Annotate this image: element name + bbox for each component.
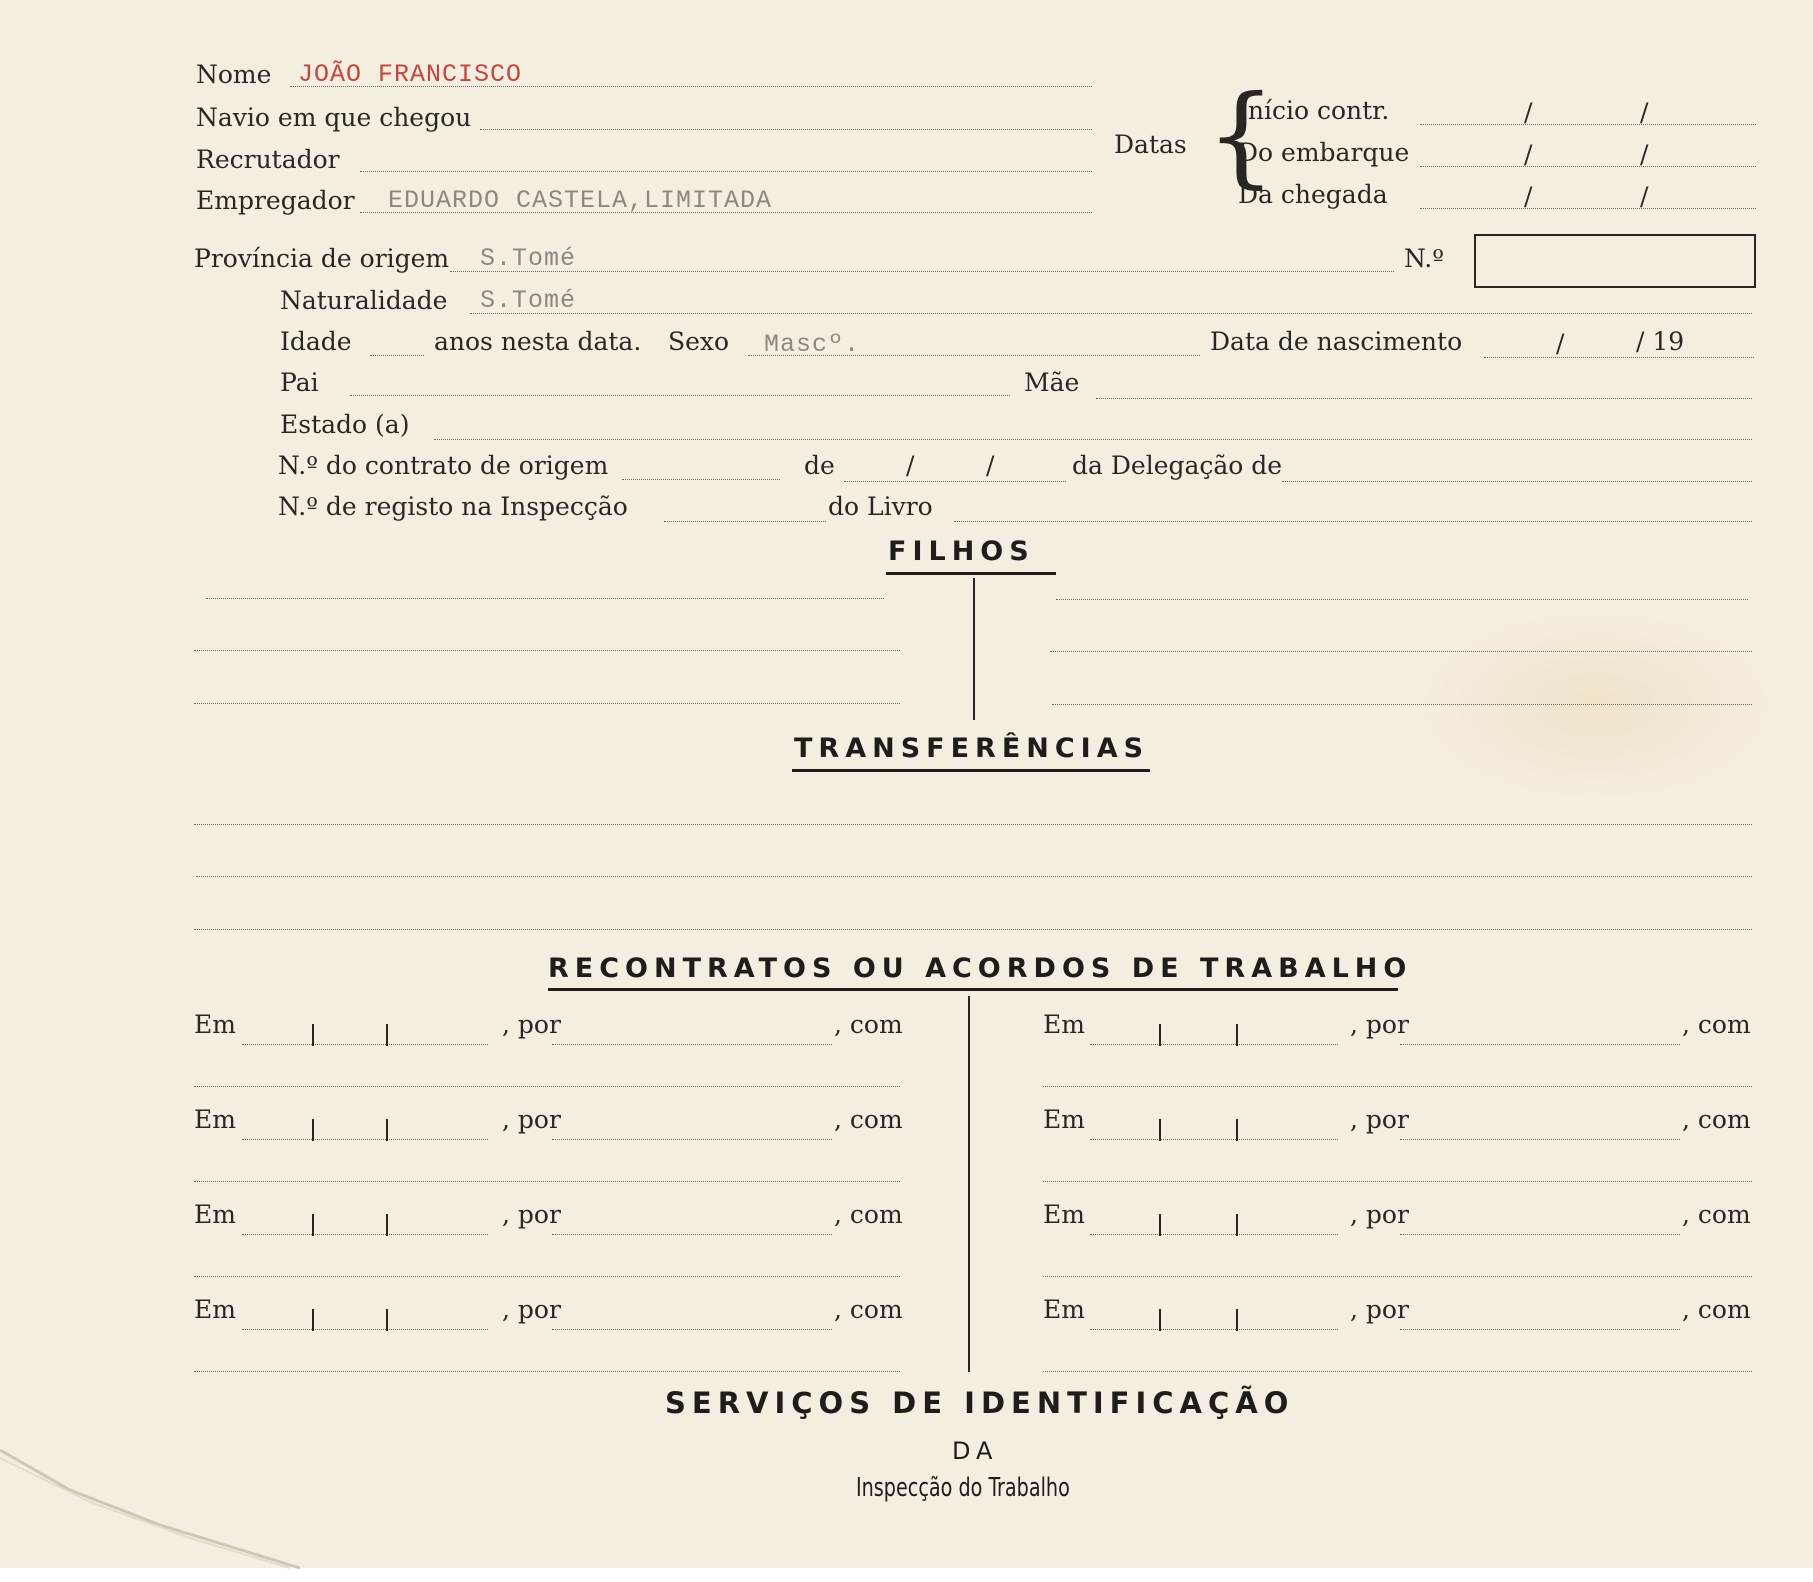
recontrato-right-3-com: , com xyxy=(1682,1200,1751,1229)
contrato-de-label: de xyxy=(804,451,835,480)
delegacao-label: da Delegação de xyxy=(1072,451,1283,480)
recontrato-right-2-com: , com xyxy=(1682,1105,1751,1134)
filhos-divider xyxy=(973,578,975,720)
recontrato-left-4-date-line xyxy=(242,1329,488,1330)
filhos-line-right-3 xyxy=(1052,704,1752,705)
provincia-line xyxy=(450,271,1394,272)
inicio-slash-2: / xyxy=(1640,98,1649,127)
mae-label: Mãe xyxy=(1024,368,1080,397)
embarque-line xyxy=(1420,166,1756,167)
recontrato-right-2-em: Em xyxy=(1043,1105,1085,1134)
idade-line xyxy=(370,355,424,356)
recontrato-left-2-com: , com xyxy=(834,1105,903,1134)
mae-line xyxy=(1096,398,1752,399)
recontrato-left-4-tick-1 xyxy=(312,1309,314,1331)
recontrato-left-1-por-line xyxy=(552,1044,832,1045)
recontrato-right-2-por: , por xyxy=(1350,1105,1409,1134)
recontrato-left-4-com: , com xyxy=(834,1295,903,1324)
filhos-line-left-1 xyxy=(206,598,884,599)
recontrato-left-3-tick-2 xyxy=(386,1214,388,1236)
recontrato-left-1-date-line xyxy=(242,1044,488,1045)
recontrato-left-4-em: Em xyxy=(194,1295,236,1324)
recontrato-left-3-tick-1 xyxy=(312,1214,314,1236)
contrato-date-line xyxy=(844,481,1066,482)
recontrato-right-3-tick-2 xyxy=(1236,1214,1238,1236)
recontrato-right-3-em: Em xyxy=(1043,1200,1085,1229)
nascimento-year-prefix: / 19 xyxy=(1636,327,1685,356)
filhos-underline xyxy=(886,572,1056,575)
recontrato-right-4-em: Em xyxy=(1043,1295,1085,1324)
transferencias-line-3 xyxy=(194,929,1752,930)
embarque-slash-2: / xyxy=(1640,140,1649,169)
livro-line xyxy=(954,521,1752,522)
datas-label: Datas xyxy=(1114,130,1187,159)
embarque-slash-1: / xyxy=(1524,140,1533,169)
contrato-label: N.º do contrato de origem xyxy=(278,451,609,480)
footer-inspeccao: Inspecção do Trabalho xyxy=(856,1473,1070,1503)
recontrato-right-1-second-line xyxy=(1043,1086,1752,1087)
inicio-slash-1: / xyxy=(1524,98,1533,127)
recontrato-left-3-second-line xyxy=(194,1276,900,1277)
sexo-value: Mascº. xyxy=(764,330,861,359)
recontrato-left-2-date-line xyxy=(242,1139,488,1140)
footer-title: SERVIÇOS DE IDENTIFICAÇÃO xyxy=(665,1386,1295,1420)
contrato-slash-2: / xyxy=(986,451,995,480)
idade-label: Idade xyxy=(280,327,352,356)
recontrato-left-1-tick-1 xyxy=(312,1024,314,1046)
recontrato-left-4-por: , por xyxy=(502,1295,561,1324)
recontrato-right-1-date-line xyxy=(1090,1044,1338,1045)
nome-value: JOÃO FRANCISCO xyxy=(298,60,523,89)
recontrato-right-2-second-line xyxy=(1043,1181,1752,1182)
paper-crease xyxy=(0,1430,320,1570)
naturalidade-value: S.Tomé xyxy=(480,286,577,315)
recontrato-right-1-tick-1 xyxy=(1159,1024,1161,1046)
recontrato-right-4-tick-1 xyxy=(1159,1309,1161,1331)
recontrato-right-4-second-line xyxy=(1043,1371,1752,1372)
recontrato-left-3-date-line xyxy=(242,1234,488,1235)
recontrato-right-4-por-line xyxy=(1400,1329,1680,1330)
registo-label: N.º de registo na Inspecção xyxy=(278,492,628,521)
empregador-line xyxy=(360,212,1092,213)
delegacao-line xyxy=(1282,481,1752,482)
embarque-label: Do embarque xyxy=(1238,138,1410,167)
recontratos-underline xyxy=(548,988,1398,991)
recontrato-left-3-por-line xyxy=(552,1234,832,1235)
recontrato-left-1-em: Em xyxy=(194,1010,236,1039)
recontrato-left-2-tick-1 xyxy=(312,1119,314,1141)
recontrato-left-4-por-line xyxy=(552,1329,832,1330)
nome-line xyxy=(290,86,1092,87)
chegada-slash-1: / xyxy=(1524,182,1533,211)
recontrato-left-4-second-line xyxy=(194,1371,900,1372)
recontrato-right-2-tick-1 xyxy=(1159,1119,1161,1141)
recontrato-right-2-tick-2 xyxy=(1236,1119,1238,1141)
recontrato-left-2-second-line xyxy=(194,1181,900,1182)
empregador-value: EDUARDO CASTELA,LIMITADA xyxy=(388,186,773,215)
recontrato-left-2-por-line xyxy=(552,1139,832,1140)
transferencias-line-1 xyxy=(194,824,1752,825)
filhos-line-right-1 xyxy=(1056,599,1748,600)
recontratos-divider xyxy=(968,996,970,1372)
recontrato-right-3-date-line xyxy=(1090,1234,1338,1235)
recontrato-right-3-second-line xyxy=(1043,1276,1752,1277)
recontrato-left-1-por: , por xyxy=(502,1010,561,1039)
recontrato-right-1-tick-2 xyxy=(1236,1024,1238,1046)
sexo-line xyxy=(748,355,1200,356)
nascimento-line xyxy=(1484,357,1754,358)
chegada-label: Da chegada xyxy=(1238,180,1388,209)
registo-line xyxy=(664,521,826,522)
recontrato-left-1-com: , com xyxy=(834,1010,903,1039)
recontrato-left-4-tick-2 xyxy=(386,1309,388,1331)
pai-label: Pai xyxy=(280,368,319,397)
anos-label: anos nesta data. xyxy=(434,327,642,356)
navio-line xyxy=(480,129,1092,130)
footer-da: DA xyxy=(952,1437,999,1465)
recontrato-right-1-com: , com xyxy=(1682,1010,1751,1039)
nascimento-slash: / xyxy=(1556,329,1565,358)
filhos-line-left-2 xyxy=(194,650,900,651)
numero-label: N.º xyxy=(1404,244,1444,273)
recontrato-right-1-em: Em xyxy=(1043,1010,1085,1039)
estado-label: Estado (a) xyxy=(280,410,410,439)
numero-box[interactable] xyxy=(1474,234,1756,288)
recontrato-left-3-por: , por xyxy=(502,1200,561,1229)
recontrato-right-2-por-line xyxy=(1400,1139,1680,1140)
inicio-line xyxy=(1420,124,1756,125)
provincia-label: Província de origem xyxy=(194,244,450,273)
recontrato-left-3-em: Em xyxy=(194,1200,236,1229)
recontrato-right-2-date-line xyxy=(1090,1139,1338,1140)
sexo-label: Sexo xyxy=(668,327,730,356)
transferencias-underline xyxy=(792,769,1150,772)
transferencias-heading: TRANSFERÊNCIAS xyxy=(794,733,1150,764)
estado-line xyxy=(434,439,1752,440)
filhos-line-left-3 xyxy=(194,703,900,704)
recontratos-heading: RECONTRATOS OU ACORDOS DE TRABALHO xyxy=(548,953,1413,984)
filhos-line-right-2 xyxy=(1050,651,1752,652)
recontrato-right-1-por-line xyxy=(1400,1044,1680,1045)
provincia-value: S.Tomé xyxy=(480,244,577,273)
transferencias-line-2 xyxy=(196,876,1752,877)
livro-label: do Livro xyxy=(828,492,933,521)
recontrato-left-1-second-line xyxy=(194,1086,900,1087)
recontrato-right-4-com: , com xyxy=(1682,1295,1751,1324)
recrutador-label: Recrutador xyxy=(196,145,340,174)
pai-line xyxy=(350,395,1010,396)
recontrato-right-3-tick-1 xyxy=(1159,1214,1161,1236)
recontrato-left-1-tick-2 xyxy=(386,1024,388,1046)
recontrato-left-2-tick-2 xyxy=(386,1119,388,1141)
recontrato-right-4-tick-2 xyxy=(1236,1309,1238,1331)
recontrato-left-3-com: , com xyxy=(834,1200,903,1229)
recontrato-right-3-por-line xyxy=(1400,1234,1680,1235)
recontrato-right-3-por: , por xyxy=(1350,1200,1409,1229)
nascimento-label: Data de nascimento xyxy=(1210,327,1463,356)
naturalidade-label: Naturalidade xyxy=(280,286,448,315)
contrato-line xyxy=(622,479,780,480)
recontrato-right-1-por: , por xyxy=(1350,1010,1409,1039)
recontrato-left-2-por: , por xyxy=(502,1105,561,1134)
recontrato-left-2-em: Em xyxy=(194,1105,236,1134)
empregador-label: Empregador xyxy=(196,186,355,215)
naturalidade-line xyxy=(470,313,1752,314)
filhos-heading: FILHOS xyxy=(888,536,1035,567)
navio-label: Navio em que chegou xyxy=(196,103,472,132)
inicio-label: Início contr. xyxy=(1238,96,1390,125)
chegada-line xyxy=(1420,208,1756,209)
contrato-slash-1: / xyxy=(906,451,915,480)
nome-label: Nome xyxy=(196,60,272,89)
chegada-slash-2: / xyxy=(1640,182,1649,211)
recontrato-right-4-date-line xyxy=(1090,1329,1338,1330)
datas-brace: { xyxy=(1206,71,1276,199)
recontrato-right-4-por: , por xyxy=(1350,1295,1409,1324)
recrutador-line xyxy=(360,171,1092,172)
